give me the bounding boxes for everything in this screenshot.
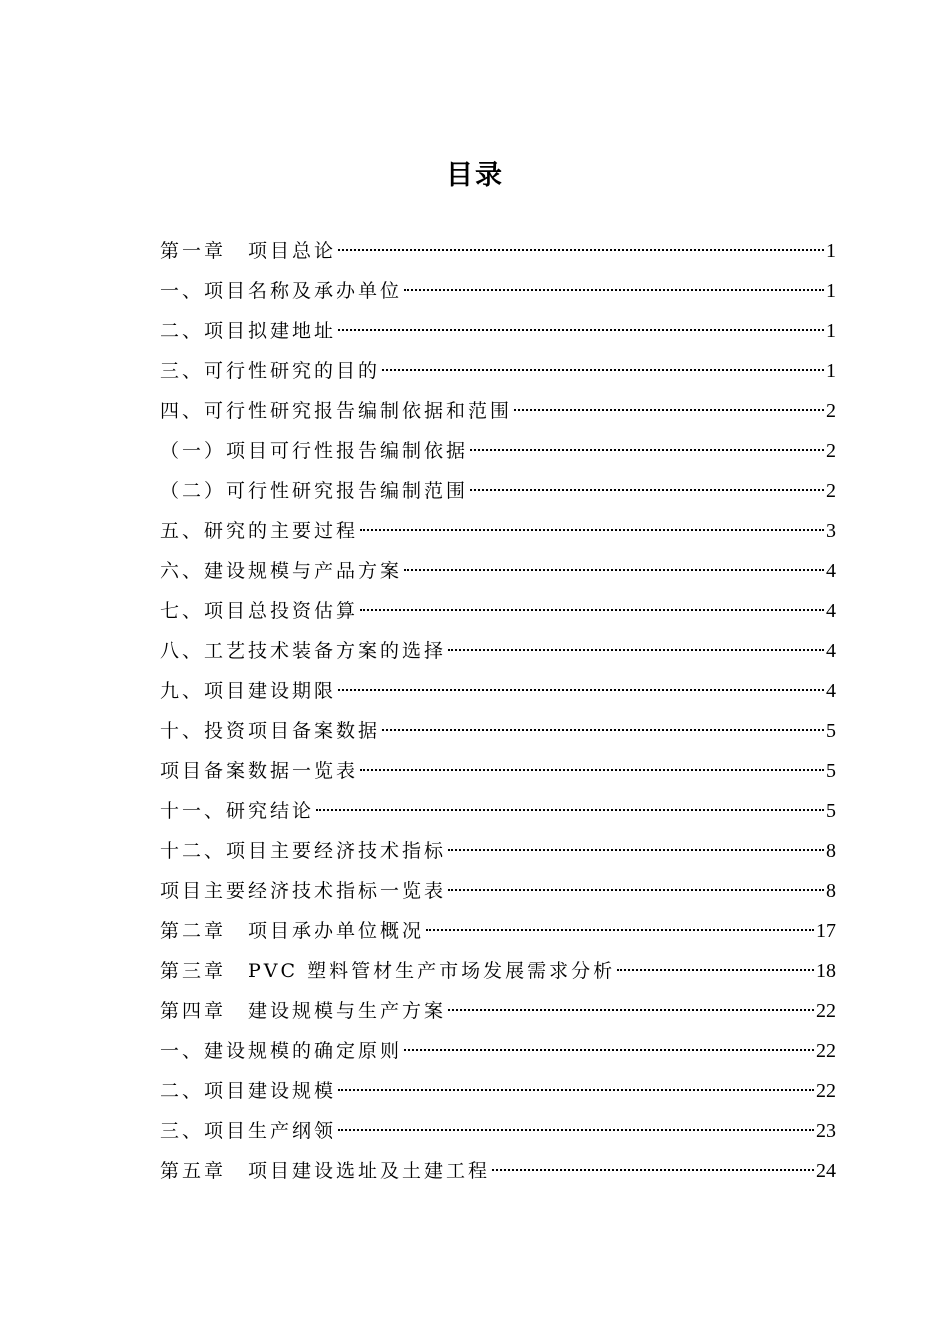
toc-entry[interactable] — [160, 991, 836, 1031]
toc-entry-title: 六、建设规模与产品方案 — [160, 560, 403, 582]
toc-entry-title: 第四章 建设规模与生产方案 — [160, 1000, 447, 1022]
toc-entry-title: 九、项目建设期限 — [160, 680, 337, 702]
toc-entry[interactable] — [160, 671, 836, 711]
toc-entry-page-number: 18 — [816, 960, 836, 982]
toc-entry[interactable] — [160, 511, 836, 551]
toc-entry-page-number: 8 — [826, 840, 836, 862]
toc-dot-leader — [404, 289, 824, 291]
toc-dot-leader — [448, 849, 824, 851]
toc-entry[interactable] — [160, 1031, 836, 1071]
toc-entry[interactable] — [160, 1071, 836, 1111]
toc-entry[interactable] — [160, 1111, 836, 1151]
toc-dot-leader — [404, 569, 824, 571]
toc-entry-title: 十、投资项目备案数据 — [160, 720, 381, 742]
toc-entry[interactable] — [160, 351, 836, 391]
toc-dot-leader — [338, 329, 824, 331]
toc-entry-title: 三、可行性研究的目的 — [160, 360, 381, 382]
toc-entry-title: 五、研究的主要过程 — [160, 520, 359, 542]
toc-entry-title: 二、项目建设规模 — [160, 1080, 337, 1102]
toc-dot-leader — [470, 489, 824, 491]
toc-dot-leader — [492, 1169, 814, 1171]
toc-entry-page-number: 5 — [826, 720, 836, 742]
toc-entry[interactable] — [160, 791, 836, 831]
toc-entry[interactable] — [160, 271, 836, 311]
toc-entry-title: （二）可行性研究报告编制范围 — [160, 480, 469, 502]
toc-entry[interactable] — [160, 711, 836, 751]
toc-dot-leader — [448, 649, 824, 651]
toc-entry[interactable] — [160, 231, 836, 271]
toc-entry-page-number: 1 — [826, 320, 836, 342]
toc-entry-page-number: 1 — [826, 280, 836, 302]
toc-entry[interactable] — [160, 751, 836, 791]
table-of-contents — [160, 231, 836, 1191]
toc-entry[interactable] — [160, 391, 836, 431]
toc-dot-leader — [360, 609, 824, 611]
toc-entry-title: 项目主要经济技术指标一览表 — [160, 880, 447, 902]
toc-dot-leader — [382, 729, 824, 731]
toc-dot-leader — [316, 809, 824, 811]
toc-entry[interactable] — [160, 1151, 836, 1191]
toc-entry-page-number: 4 — [826, 680, 836, 702]
toc-dot-leader — [448, 889, 824, 891]
toc-entry[interactable] — [160, 631, 836, 671]
toc-dot-leader — [470, 449, 824, 451]
toc-entry[interactable] — [160, 911, 836, 951]
toc-dot-leader — [360, 769, 824, 771]
toc-entry-title: 八、工艺技术装备方案的选择 — [160, 640, 447, 662]
toc-entry-title: 十二、项目主要经济技术指标 — [160, 840, 447, 862]
toc-entry-page-number: 8 — [826, 880, 836, 902]
toc-entry-title: 第一章 项目总论 — [160, 240, 337, 262]
toc-entry-page-number: 5 — [826, 800, 836, 822]
toc-entry-title: 第二章 项目承办单位概况 — [160, 920, 425, 942]
page-title: 目录 — [446, 160, 504, 191]
toc-entry-title: 一、项目名称及承办单位 — [160, 280, 403, 302]
toc-entry-page-number: 2 — [826, 440, 836, 462]
toc-entry-page-number: 3 — [826, 520, 836, 542]
toc-entry-page-number: 2 — [826, 400, 836, 422]
toc-dot-leader — [360, 529, 824, 531]
toc-entry-page-number: 4 — [826, 640, 836, 662]
toc-entry-page-number: 23 — [816, 1120, 836, 1142]
toc-entry[interactable] — [160, 551, 836, 591]
toc-dot-leader — [404, 1049, 814, 1051]
toc-entry-title: 第五章 项目建设选址及土建工程 — [160, 1160, 491, 1182]
toc-dot-leader — [514, 409, 824, 411]
toc-entry[interactable] — [160, 431, 836, 471]
toc-entry-page-number: 4 — [826, 600, 836, 622]
toc-entry[interactable] — [160, 471, 836, 511]
toc-entry[interactable] — [160, 831, 836, 871]
toc-dot-leader — [338, 689, 824, 691]
toc-entry-page-number: 1 — [826, 240, 836, 262]
toc-dot-leader — [448, 1009, 814, 1011]
toc-entry-title: 项目备案数据一览表 — [160, 760, 359, 782]
toc-entry-title: 二、项目拟建地址 — [160, 320, 337, 342]
toc-entry-page-number: 4 — [826, 560, 836, 582]
toc-dot-leader — [617, 969, 814, 971]
toc-entry-title: 第三章 PVC 塑料管材生产市场发展需求分析 — [160, 960, 616, 982]
toc-entry-page-number: 22 — [816, 1000, 836, 1022]
toc-entry-title: 四、可行性研究报告编制依据和范围 — [160, 400, 513, 422]
toc-entry-title: 七、项目总投资估算 — [160, 600, 359, 622]
toc-dot-leader — [338, 1089, 814, 1091]
toc-dot-leader — [338, 249, 824, 251]
toc-entry[interactable] — [160, 591, 836, 631]
toc-entry-title: 三、项目生产纲领 — [160, 1120, 337, 1142]
toc-entry-title: 一、建设规模的确定原则 — [160, 1040, 403, 1062]
toc-entry[interactable] — [160, 871, 836, 911]
toc-dot-leader — [338, 1129, 814, 1131]
toc-dot-leader — [382, 369, 824, 371]
toc-entry[interactable] — [160, 311, 836, 351]
toc-entry-page-number: 24 — [816, 1160, 836, 1182]
toc-entry-page-number: 5 — [826, 760, 836, 782]
toc-entry-page-number: 17 — [816, 920, 836, 942]
toc-entry-page-number: 22 — [816, 1040, 836, 1062]
toc-entry[interactable] — [160, 951, 836, 991]
toc-entry-page-number: 1 — [826, 360, 836, 382]
toc-entry-page-number: 22 — [816, 1080, 836, 1102]
toc-entry-title: （一）项目可行性报告编制依据 — [160, 440, 469, 462]
toc-entry-title: 十一、研究结论 — [160, 800, 315, 822]
toc-dot-leader — [426, 929, 814, 931]
toc-entry-page-number: 2 — [826, 480, 836, 502]
